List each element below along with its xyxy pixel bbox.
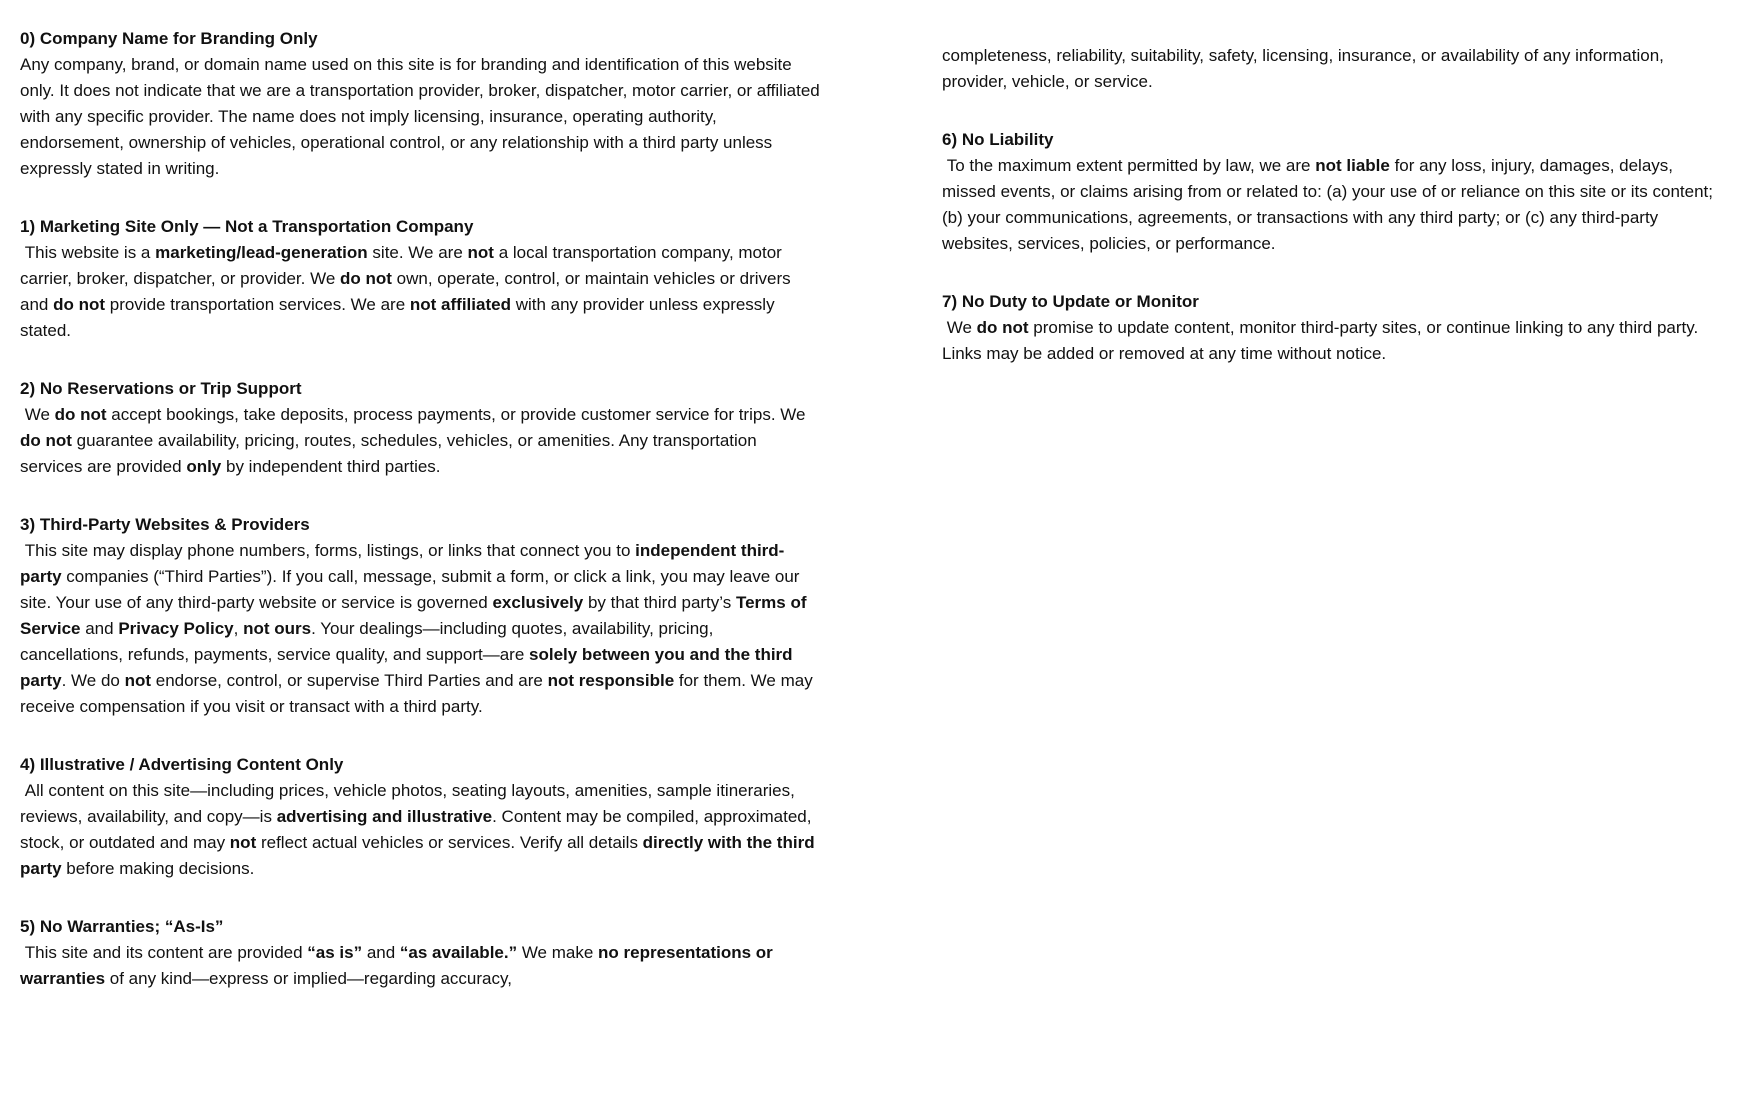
text-run: , [233, 619, 244, 638]
text-run: for them. We may receive compensation if you visit or transact with a third party. [20, 671, 818, 716]
section-heading: 5) No Warranties; “As-Is” [20, 917, 224, 936]
section-heading: 1) Marketing Site Only — Not a Transportation Company [20, 217, 474, 236]
continued-paragraph [942, 43, 1722, 95]
column-right [942, 26, 1722, 1113]
text-run: We [20, 405, 55, 424]
section-paragraph [20, 538, 820, 720]
bold-text-run: not affiliated [409, 295, 511, 314]
bold-text-run: no representations or warranties [20, 943, 778, 988]
section-paragraph [20, 240, 820, 344]
text-run: companies (“Third Parties”). If you call, message, submit a form, or click a link, you may leave our site. Your use of any third-party website or service is governed [20, 567, 805, 612]
bold-text-run: do not [340, 269, 392, 288]
bold-text-run: do not [976, 318, 1029, 337]
section-heading: 3) Third-Party Websites & Providers [20, 515, 310, 534]
section-heading: 0) Company Name for Branding Only [20, 29, 318, 48]
bold-text-run: do not [54, 405, 107, 424]
text-run: This website is a [20, 243, 156, 262]
bold-text-run: independent third-party [20, 541, 785, 586]
section-heading: 7) No Duty to Update or Monitor [942, 292, 1199, 311]
bold-text-run: directly with the third party [20, 833, 820, 878]
section-heading: 4) Illustrative / Advertising Content Only [20, 755, 344, 774]
bold-text-run: do not [20, 431, 72, 450]
text-run: for any loss, injury, damages, delays, missed events, or claims arising from or related to: (a) your use of or reliance on this site or its content; (b) your communications, agreements, or transactions with any third party; or (c) any third-party websites, services, policies, or performance. [942, 156, 1718, 253]
text-run: This site and its content are provided [20, 943, 308, 962]
text-run: promise to update content, monitor third-party sites, or continue linking to any third party. Links may be added or removed at any time without notice. [942, 318, 1703, 363]
section-paragraph [20, 778, 820, 882]
bold-text-run: exclusively [492, 593, 584, 612]
bold-text-run: not [124, 671, 152, 690]
section-paragraph [20, 940, 820, 992]
section-block [20, 26, 825, 182]
section-block [20, 752, 820, 882]
column-left [20, 26, 825, 1113]
text-run: accept bookings, take deposits, process payments, or provide customer service for trips. We [106, 405, 811, 424]
text-run: This site may display phone numbers, forms, listings, or links that connect you to [20, 541, 636, 560]
text-run: own, operate, control, or maintain vehicles or drivers and [20, 269, 796, 314]
text-run: and [362, 943, 400, 962]
bold-text-run: not [229, 833, 257, 852]
bold-text-run: not responsible [547, 671, 675, 690]
text-run: endorse, control, or supervise Third Parties and are [151, 671, 548, 690]
section-paragraph [20, 402, 820, 480]
text-run: of any kind—express or implied—regarding accuracy, [105, 969, 512, 988]
text-run: and [80, 619, 119, 638]
text-run: guarantee availability, pricing, routes, schedules, vehicles, or amenities. Any transportation services are provided [20, 431, 762, 476]
section-heading: 6) No Liability [942, 130, 1054, 149]
text-run: Any company, brand, or domain name used on this site is for branding and identification of this website only. It does not indicate that we are a transportation provider, broker, dispatcher, motor carrier, or affiliated with any specific provider. The name does not imply licensing, insurance, operating authority, endorsement, ownership of vehicles, operational control, or any relationship with a third party unless expressly stated in writing. [20, 55, 825, 178]
bold-text-run: Terms of Service [20, 593, 812, 638]
text-run: We [942, 318, 977, 337]
text-run: by independent third parties. [221, 457, 441, 476]
text-run: provide transportation services. We are [105, 295, 410, 314]
bold-text-run: solely between you and the third party [20, 645, 798, 690]
bold-text-run: Privacy Policy [118, 619, 234, 638]
section-block [20, 914, 820, 992]
bold-text-run: not liable [1315, 156, 1390, 175]
bold-text-run: “as is” [307, 943, 363, 962]
section-paragraph [942, 153, 1722, 257]
section-block [942, 127, 1722, 257]
text-run: before making decisions. [61, 859, 255, 878]
section-paragraph [942, 315, 1722, 367]
text-run: by that third party’s [583, 593, 736, 612]
bold-text-run: not ours [243, 619, 312, 638]
text-run: . Content may be compiled, approximated, stock, or outdated and may [20, 807, 817, 852]
bold-text-run: marketing/lead-generation [155, 243, 368, 262]
bold-text-run: do not [53, 295, 106, 314]
text-run: reflect actual vehicles or services. Verify all details [256, 833, 643, 852]
text-run: a local transportation company, motor carrier, broker, dispatcher, or provider. We [20, 243, 787, 288]
section-heading: 2) No Reservations or Trip Support [20, 379, 302, 398]
bold-text-run: only [186, 457, 222, 476]
section-block [20, 376, 820, 480]
text-run: . Your dealings—including quotes, availability, pricing, cancellations, refunds, payments, service quality, and support—are [20, 619, 719, 664]
section-block [20, 214, 820, 344]
text-run: site. We are [367, 243, 468, 262]
bold-text-run: not [467, 243, 494, 262]
bold-text-run: advertising and illustrative [276, 807, 493, 826]
text-run: with any provider unless expressly stated. [20, 295, 780, 340]
text-run: completeness, reliability, suitability, safety, licensing, insurance, or availability of any information, provider, vehicle, or service. [942, 46, 1669, 91]
bold-text-run: “as available.” [399, 943, 518, 962]
text-run: We make [517, 943, 599, 962]
section-paragraph [20, 52, 825, 182]
section-block [20, 512, 820, 720]
text-run: . We do [61, 671, 125, 690]
text-run: To the maximum extent permitted by law, we are [942, 156, 1316, 175]
text-run: All content on this site—including prices, vehicle photos, seating layouts, amenities, sample itineraries, reviews, availability, and copy—is [20, 781, 800, 826]
section-block [942, 289, 1722, 367]
section-block [942, 43, 1722, 95]
